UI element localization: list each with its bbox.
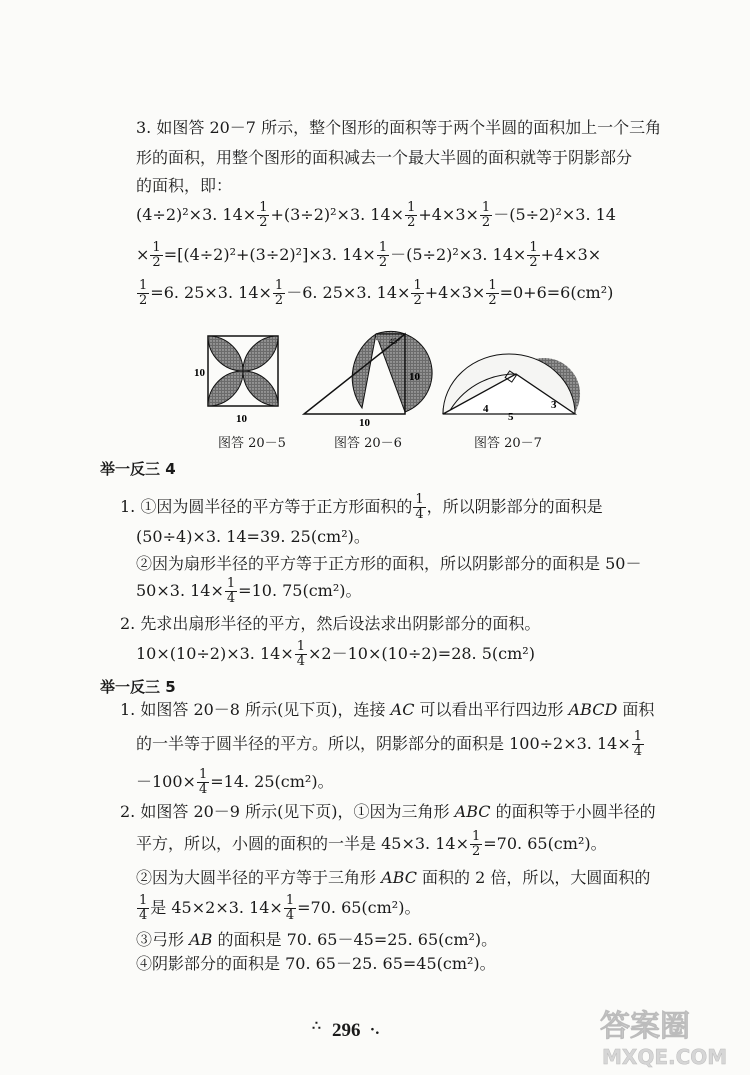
figure-20-7: [442, 354, 580, 423]
fraction-half: $\frac{1}{2}$: [413, 278, 422, 308]
fraction-half: $\frac{1}{2}$: [378, 240, 388, 270]
text: 50×3. 14×: [136, 581, 224, 600]
sec5-q2-line4: [136, 890, 420, 926]
fig7-label-a: 4: [483, 403, 489, 415]
caption-20-5: 图答 20－5: [218, 436, 286, 451]
text: 面积的 2 倍，所以，大圆面积的: [416, 868, 651, 887]
text: 平方，所以，小圆的面积的一半是 45×3. 14×: [136, 834, 469, 853]
text: 1. ①因为圆半径的平方等于正方形面积的: [120, 497, 413, 516]
fraction-quarter: $\frac{1}{4}$: [226, 576, 236, 606]
text: 的面积是 70. 65－45=25. 65(cm²)。: [212, 930, 498, 949]
label-abc: ABC: [381, 868, 417, 887]
math-text: ×: [136, 245, 150, 264]
sec5-q1-line3: [136, 764, 334, 800]
fig6-side-label: 10: [409, 371, 420, 383]
label-ab: AB: [189, 930, 213, 949]
fig5-bottom-label: 10: [236, 413, 247, 425]
math-text: =6. 25×3. 14×: [150, 283, 272, 302]
sec4-q1-line2: (50÷4)×3. 14=39. 25(cm²)。: [136, 527, 370, 546]
text: ×2－10×(10÷2)=28. 5(cm²): [308, 644, 535, 663]
text: 可以看出平行四边形: [414, 700, 569, 719]
text: 2. 如图答 20－9 所示(见下页)，①因为三角形: [120, 802, 455, 821]
right-triangle: [304, 334, 405, 414]
text: 的一半等于圆半径的平方。所以，阴影部分的面积是 100÷2×3. 14×: [136, 734, 631, 753]
label-abcd: ABCD: [568, 700, 618, 719]
sec5-q1-line2: [136, 726, 645, 762]
text: 10×(10÷2)×3. 14×: [136, 644, 294, 663]
fraction-half: $\frac{1}{2}$: [407, 200, 416, 230]
s3-math3: [136, 276, 613, 310]
fraction-half: $\frac{1}{2}$: [488, 278, 497, 308]
page-dots-right: ·.: [370, 1022, 380, 1038]
sec5-q2-line3: [136, 868, 650, 888]
text: ，所以阴影部分的面积是: [426, 497, 603, 516]
sec5-q2-line1: [120, 802, 656, 822]
math-text: =0+6=6(cm²): [499, 283, 614, 302]
sec5-q2-line5: [136, 930, 497, 950]
s3-line1: 3. 如图答 20－7 所示，整个图形的面积等于两个半圆的面积加上一个三角: [136, 118, 662, 137]
text: =14. 25(cm²)。: [210, 772, 334, 791]
fig6-bottom-label: 10: [359, 417, 370, 429]
label-ac: AC: [390, 700, 415, 719]
math-text: (4÷2)²×3. 14×: [136, 205, 257, 224]
page-number: 296: [332, 1020, 361, 1041]
half-circle-left: [352, 334, 376, 408]
s3-line3: 的面积，即：: [136, 176, 233, 195]
fraction-half: $\frac{1}{2}$: [139, 278, 148, 308]
fraction-half: $\frac{1}{2}$: [274, 278, 284, 308]
text: =10. 75(cm²)。: [238, 581, 362, 600]
math-text: +4×3×: [540, 245, 602, 264]
angle-label: 45°: [389, 337, 401, 346]
sec4-q2-line1: 2. 先求出扇形半径的平方，然后设法求出阴影部分的面积。: [120, 614, 541, 633]
sec4-q1-line3: ②因为扇形半径的平方等于正方形的面积，所以阴影部分的面积是 50－: [136, 554, 642, 573]
s3-math2: [136, 238, 601, 272]
fraction-half: $\frac{1}{2}$: [259, 200, 268, 230]
page-dots-left: ∴: [312, 1018, 321, 1034]
section-heading-5: 举一反三 5: [100, 678, 176, 696]
fraction-quarter: $\frac{1}{4}$: [139, 893, 148, 923]
fraction-half: $\frac{1}{2}$: [529, 240, 538, 270]
text: =70. 65(cm²)。: [483, 834, 607, 853]
math-text: +4×3×: [424, 283, 486, 302]
math-text: =[(4÷2)²+(3÷2)²]×3. 14×: [163, 245, 376, 264]
sec4-q1-line4: [136, 574, 362, 608]
sec5-q2-line2: [136, 826, 607, 862]
sec5-q1-line1: [120, 700, 654, 720]
text: －100×: [136, 772, 196, 791]
watermark-line1: 答案圈: [600, 1009, 690, 1044]
sec4-q1-line1: [120, 488, 603, 526]
s3-line2: 形的面积，用整个图形的面积减去一个最大半圆的面积就等于阴影部分: [136, 148, 633, 167]
math-text: +4×3×: [418, 205, 479, 224]
four-petal-flower: [208, 336, 278, 406]
caption-20-6: 图答 20－6: [334, 436, 402, 451]
fig7-label-b: 3: [551, 399, 557, 411]
fraction-quarter: $\frac{1}{4}$: [198, 767, 208, 797]
text: =70. 65(cm²)。: [297, 898, 421, 917]
label-abc: ABC: [454, 802, 491, 821]
fig7-label-c: 5: [508, 411, 514, 423]
sec4-q2-line2: [136, 636, 535, 672]
math-text: －6. 25×3. 14×: [286, 283, 411, 302]
math-text: －(5÷2)²×3. 14: [493, 205, 616, 224]
fraction-half: $\frac{1}{2}$: [152, 240, 161, 270]
figure-20-5: [194, 336, 278, 425]
fig5-side-label: 10: [194, 367, 205, 379]
text: ③弓形: [136, 930, 190, 949]
text: 面积: [617, 700, 655, 719]
caption-20-7: 图答 20－7: [474, 436, 542, 451]
sec5-q2-line6: ④阴影部分的面积是 70. 65－25. 65=45(cm²)。: [136, 954, 496, 973]
section-heading-4: 举一反三 4: [100, 460, 176, 478]
fraction-half: $\frac{1}{2}$: [471, 829, 481, 859]
watermark-line2: MXQE.COM: [602, 1045, 728, 1069]
math-text: +(3÷2)²×3. 14×: [270, 205, 405, 224]
text: 是 45×2×3. 14×: [150, 898, 283, 917]
math-text: －(5÷2)²×3. 14×: [390, 245, 527, 264]
fraction-half: $\frac{1}{2}$: [481, 200, 491, 230]
fraction-quarter: $\frac{1}{4}$: [633, 729, 643, 759]
text: ②因为大圆半径的平方等于三角形: [136, 868, 382, 887]
fraction-quarter: $\frac{1}{4}$: [285, 893, 295, 923]
s3-math1: [136, 198, 616, 232]
fraction-quarter: $\frac{1}{4}$: [296, 639, 305, 669]
text: 的面积等于小圆半径的: [490, 802, 656, 821]
fraction-quarter: $\frac{1}{4}$: [415, 492, 424, 522]
watermark-logo: [594, 1002, 744, 1070]
text: 1. 如图答 20－8 所示(见下页)，连接: [120, 700, 391, 719]
figure-20-6: [304, 331, 432, 429]
